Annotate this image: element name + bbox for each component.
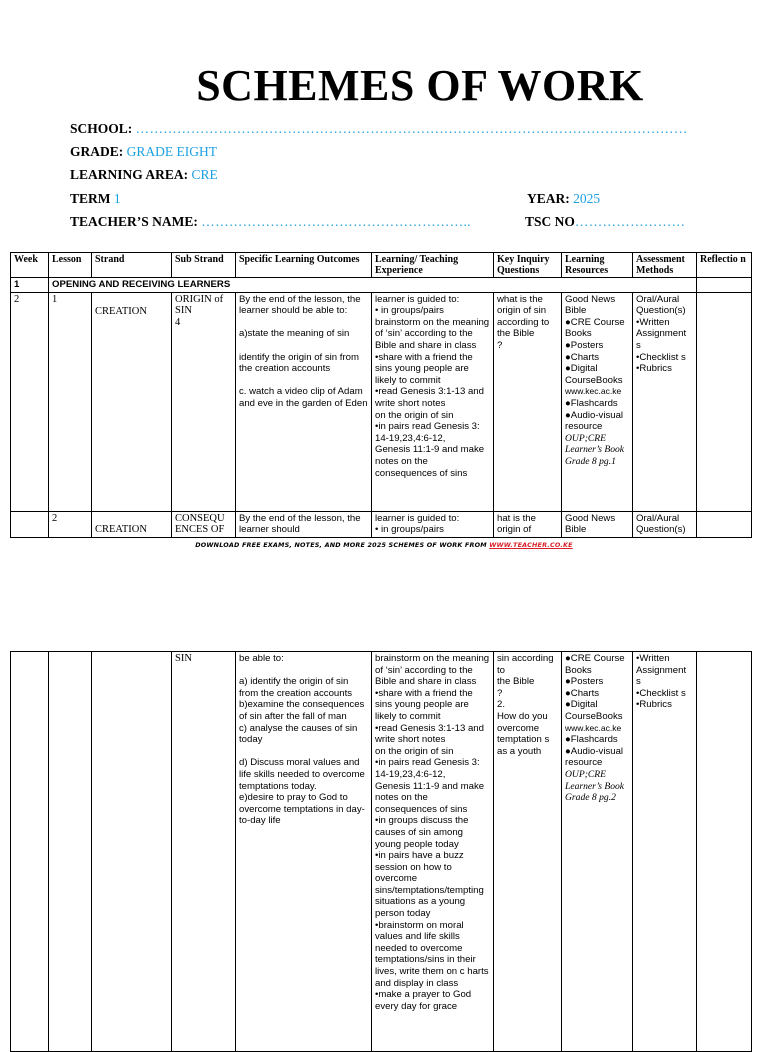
year-label: YEAR: <box>527 191 570 206</box>
year-line <box>527 191 600 207</box>
grade-label: GRADE: <box>70 144 124 159</box>
school-value[interactable]: ………………………………………………………………………………………………………… <box>135 121 688 136</box>
week-cell: 1 <box>11 278 49 293</box>
footer-link[interactable]: WWW.TEACHER.CO.KE <box>489 541 573 549</box>
assessment-cell: Oral/Aural Question(s) <box>633 511 697 537</box>
teacher-line <box>70 214 471 230</box>
tsc-value[interactable]: …………………… <box>574 214 686 229</box>
experience-cell: learner is guided to: • in groups/pairs brainstorm on the meaning of ‘sin’ according to the Bible and share in class •share with a friend the sins young people are likely to commit •read Genesis 3:1-13 and write short notes on the origin of sin •in pairs read Genesis 3: 14-19,23,4:6-12, Genesis 11:1-9 and make notes on the consequences of sins <box>372 292 494 511</box>
resources-link[interactable]: www.kec.ac.ke <box>565 722 622 733</box>
table-row <box>11 511 752 537</box>
lesson-cell: 2 <box>49 511 92 537</box>
schemes-table-page1 <box>10 252 752 538</box>
learning-area-label: LEARNING AREA: <box>70 167 189 182</box>
learning-area-value: CRE <box>191 167 218 182</box>
page-title: SCHEMES OF WORK <box>196 61 644 110</box>
teacher-label: TEACHER’S NAME: <box>70 214 198 229</box>
empty-cell <box>697 278 752 293</box>
footer-text: DOWNLOAD FREE EXAMS, NOTES, AND MORE 2025 SCHEMES OF WORK FROM <box>195 541 490 549</box>
school-line <box>70 121 688 137</box>
questions-cell: what is the origin of sin according to the Bible ? <box>494 292 562 511</box>
assessment-cell: •Written Assignment s •Checklist s •Rubrics <box>633 652 697 1052</box>
questions-cell: hat is the origin of <box>494 511 562 537</box>
resources-list: ●CRE Course Books ●Posters ●Charts ●Digital CourseBooks <box>565 653 625 722</box>
download-footer <box>0 541 768 549</box>
sub-strand-cell: SIN <box>172 652 236 1052</box>
school-label: SCHOOL: <box>70 121 133 136</box>
column-header: Reflectio n <box>697 253 752 278</box>
questions-cell: sin according to the Bible ? 2. How do you overcome temptation s as a youth <box>494 652 562 1052</box>
resources-list-more: ●Flashcards ●Audio-visual resource <box>565 397 624 433</box>
grade-line <box>70 144 217 160</box>
column-header: Learning Resources <box>562 253 633 278</box>
strand-cell: CREATION <box>92 292 172 511</box>
column-header: Lesson <box>49 253 92 278</box>
week-cell <box>11 652 49 1052</box>
table-header-row <box>11 253 752 278</box>
lesson-cell: 1 <box>49 292 92 511</box>
tsc-label: TSC NO <box>525 214 575 229</box>
column-header: Week <box>11 253 49 278</box>
term-value: 1 <box>113 191 121 206</box>
strand-title-cell: OPENING AND RECEIVING LEARNERS <box>49 278 697 293</box>
resources-cell <box>562 652 633 1052</box>
column-header: Specific Learning Outcomes <box>236 253 372 278</box>
tsc-line <box>525 214 685 230</box>
schemes-table-page2 <box>10 651 752 1052</box>
resources-list-more: ●Flashcards ●Audio-visual resource <box>565 734 624 769</box>
resources-cell: Good News Bible <box>562 511 633 537</box>
column-header: Assessment Methods <box>633 253 697 278</box>
teacher-value[interactable]: ………………………………………………….. <box>201 214 471 229</box>
sub-strand-cell: ORIGIN of SIN 4 <box>172 292 236 511</box>
outcomes-cell: By the end of the lesson, the learner should be able to: a)state the meaning of sin identify the origin of sin from the creation accounts c. watch a video clip of Adam and eve in the garden of Eden <box>236 292 372 511</box>
resources-cell <box>562 292 633 511</box>
column-header: Sub Strand <box>172 253 236 278</box>
lesson-cell <box>49 652 92 1052</box>
table-row <box>11 652 752 1052</box>
sub-strand-cell: CONSEQU ENCES OF <box>172 511 236 537</box>
outcomes-cell: By the end of the lesson, the learner should <box>236 511 372 537</box>
term-label: TERM <box>70 191 111 206</box>
table-row <box>11 292 752 511</box>
resources-book: OUP;CRE Learner’s Book Grade 8 pg.1 <box>565 432 625 467</box>
reflection-cell <box>697 292 752 511</box>
experience-cell: brainstorm on the meaning of ‘sin’ according to the Bible and share in class •share with a friend the sins young people are likely to commit •read Genesis 3:1-13 and write short notes on the origin of sin •in pairs read Genesis 3: 14-19,23,4:6-12, Genesis 11:1-9 and make notes on the consequences of sins •in groups discuss the causes of sin among young people today •in pairs have a buzz session on how to overcome sins/temptations/tempting situations as a young person today •brainstorm on moral values and life skills needed to overcome temptations/sins in their lives, write them on c harts and display in class •make a prayer to God every day for grace <box>372 652 494 1052</box>
week-cell <box>11 511 49 537</box>
term-line <box>70 191 121 207</box>
outcomes-cell: be able to: a) identify the origin of sin from the creation accounts b)examine the consequences of sin after the fall of man c) analyse the causes of sin today d) Discuss moral values and life skills needed to overcome temptations today. e)desire to pray to God to overcome temptations in day-to-day life <box>236 652 372 1052</box>
resources-book: OUP;CRE Learner’s Book Grade 8 pg.2 <box>565 768 625 804</box>
resources-list: Good News Bible ●CRE Course Books ●Posters ●Charts ●Digital CourseBooks <box>565 293 625 386</box>
strand-cell: CREATION <box>92 511 172 537</box>
assessment-cell: Oral/Aural Question(s) •Written Assignment s •Checklist s •Rubrics <box>633 292 697 511</box>
year-value: 2025 <box>573 191 601 206</box>
strand-cell <box>92 652 172 1052</box>
column-header: Key Inquiry Questions <box>494 253 562 278</box>
column-header: Strand <box>92 253 172 278</box>
experience-cell: learner is guided to: • in groups/pairs <box>372 511 494 537</box>
resources-link[interactable]: www.kec.ac.ke <box>565 386 622 397</box>
column-header: Learning/ Teaching Experience <box>372 253 494 278</box>
grade-value: GRADE EIGHT <box>126 144 217 159</box>
learning-area-line <box>70 167 218 183</box>
strand-title-row <box>11 278 752 293</box>
reflection-cell <box>697 652 752 1052</box>
week-cell: 2 <box>11 292 49 511</box>
reflection-cell <box>697 511 752 537</box>
